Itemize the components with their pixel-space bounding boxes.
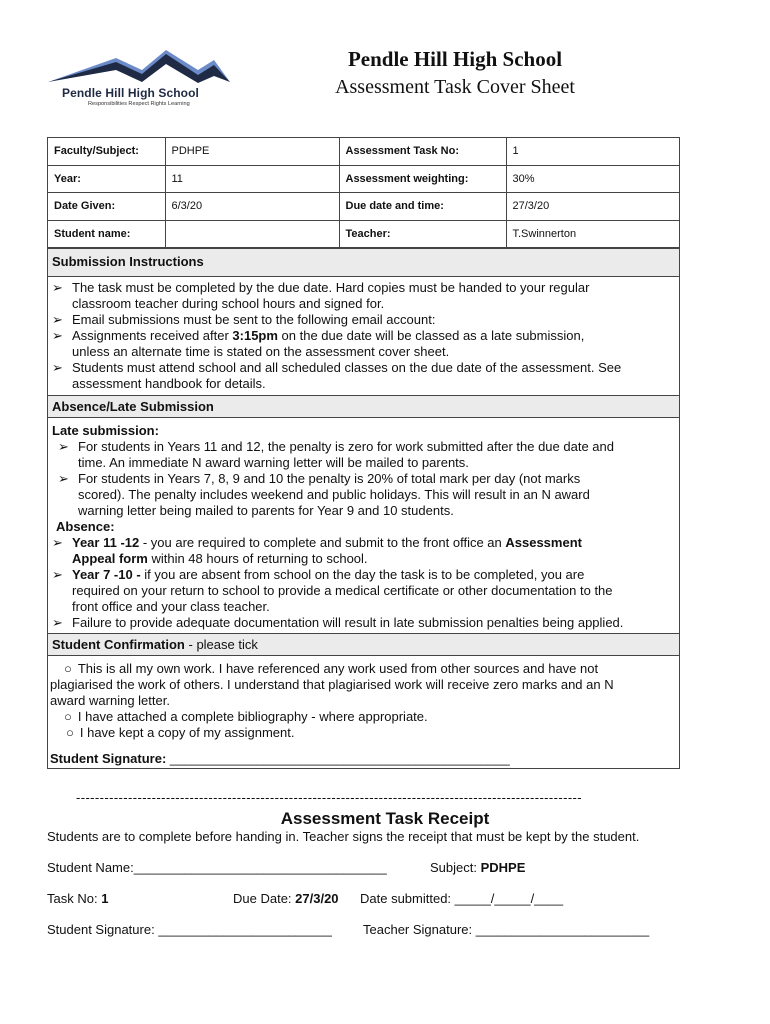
confirmation-body — [48, 655, 679, 747]
due-date-label: Due date and time: — [339, 193, 506, 221]
receipt-student-name-field[interactable]: ___________________________________ — [133, 860, 387, 875]
table-row — [48, 193, 679, 221]
absence-heading: Absence/Late Submission — [48, 395, 679, 417]
faculty-label: Faculty/Subject: — [48, 138, 165, 165]
table-row — [48, 220, 679, 248]
receipt-teacher-signature-field[interactable]: ________________________ — [475, 922, 650, 937]
absence-list — [48, 535, 679, 631]
receipt-subject: Subject: PDHPE — [430, 860, 526, 875]
task-no-value[interactable]: 1 — [506, 138, 679, 165]
receipt-student-name: Student Name:___________________________________ — [47, 860, 387, 875]
radio-circle-icon[interactable]: ○ — [66, 725, 74, 740]
receipt-teacher-signature: Teacher Signature: ________________________ — [363, 922, 650, 937]
cut-line-divider: ----------------------------------------------------------------------------------------------------------- — [76, 790, 583, 805]
table-row — [48, 165, 679, 193]
year-value[interactable]: 11 — [165, 165, 339, 193]
arrow-bullet-icon: ➢ — [52, 312, 63, 327]
page-title: Assessment Task Cover Sheet — [335, 76, 575, 98]
student-signature-row: Student Signature: _______________________________________________ — [50, 751, 510, 766]
late-list — [48, 439, 679, 519]
late-submission-heading: Late submission: — [52, 423, 159, 438]
confirmation-copy[interactable]: ○ I have kept a copy of my assignment. — [66, 725, 295, 740]
arrow-bullet-icon: ➢ — [52, 535, 63, 550]
absence-body — [48, 417, 679, 633]
logo-school-name: Pendle Hill High School — [62, 86, 199, 100]
weighting-value[interactable]: 30% — [506, 165, 679, 193]
logo-tagline: Responsibilities Respect Rights Learning — [88, 101, 190, 107]
date-given-value[interactable]: 6/3/20 — [165, 193, 339, 221]
year-label: Year: — [48, 165, 165, 193]
submission-heading: Submission Instructions — [48, 248, 679, 276]
list-item: ➢ Students must attend school and all scheduled classes on the due date of the assessment. See assessment handbook for details. — [52, 360, 622, 391]
confirmation-own-work[interactable]: ○ This is all my own work. I have referenced any work used from other sources and have not plagiarised the work of others. I understand that plagiarised work will receive zero marks and an N award warning letter. — [50, 661, 614, 708]
list-item: ➢ Email submissions must be sent to the following email account: — [52, 312, 436, 327]
receipt-student-signature: Student Signature: ________________________ — [47, 922, 332, 937]
mountain-logo-icon — [46, 48, 231, 84]
weighting-label: Assessment weighting: — [339, 165, 506, 193]
arrow-bullet-icon: ➢ — [52, 280, 63, 295]
list-item: ➢ Assignments received after 3:15pm on the due date will be classed as a late submission, unless an alternate time is stated on the assessment cover sheet. — [52, 328, 585, 359]
due-date-value[interactable]: 27/3/20 — [506, 193, 679, 221]
student-name-label: Student name: — [48, 220, 165, 248]
school-name: Pendle Hill High School — [347, 47, 563, 71]
list-item: ➢ Year 11 -12 - you are required to complete and submit to the front office an Assessment Appeal form within 48 hours of returning to school. — [52, 535, 582, 566]
list-item: ➢ The task must be completed by the due date. Hard copies must be handed to your regular classroom teacher during school hours and signed for. — [52, 280, 590, 311]
list-item: ➢ Year 7 -10 - if you are absent from school on the day the task is to be completed, you are required on your return to school to provide a medical certificate or other documentation to the front office and your class teacher. — [52, 567, 613, 614]
arrow-bullet-icon: ➢ — [52, 328, 63, 343]
receipt-date-submitted: Date submitted: _____/_____/____ — [360, 891, 564, 906]
table-row — [48, 138, 679, 165]
task-no-label: Assessment Task No: — [339, 138, 506, 165]
receipt-note: Students are to complete before handing in. Teacher signs the receipt that must be kept by the student. — [47, 829, 640, 844]
submission-body — [48, 276, 679, 395]
list-item: ➢ For students in Years 11 and 12, the penalty is zero for work submitted after the due date and time. An immediate N award warning letter will be mailed to parents. — [58, 439, 614, 470]
student-signature-field[interactable]: _______________________________________________ — [169, 751, 510, 766]
arrow-bullet-icon: ➢ — [52, 615, 63, 630]
cover-sheet-form — [47, 137, 680, 769]
teacher-value[interactable]: T.Swinnerton — [506, 220, 679, 248]
list-item: ➢ Failure to provide adequate documentation will result in late submission penalties being applied. — [52, 615, 624, 630]
title-block — [290, 46, 620, 102]
date-given-label: Date Given: — [48, 193, 165, 221]
arrow-bullet-icon: ➢ — [52, 567, 63, 582]
info-table — [48, 138, 679, 248]
receipt-student-signature-field[interactable]: ________________________ — [158, 922, 332, 937]
date-submitted-field[interactable]: _____/_____/____ — [454, 891, 564, 906]
faculty-value[interactable]: PDHPE — [165, 138, 339, 165]
receipt-task-no: Task No: 1 — [47, 891, 109, 906]
radio-circle-icon[interactable]: ○ — [64, 661, 72, 676]
submission-list — [48, 280, 679, 392]
school-logo — [46, 48, 231, 110]
absence-subheading: Absence: — [56, 519, 115, 534]
confirmation-bibliography[interactable]: ○ I have attached a complete bibliography - where appropriate. — [64, 709, 428, 724]
arrow-bullet-icon: ➢ — [58, 471, 69, 486]
teacher-label: Teacher: — [339, 220, 506, 248]
arrow-bullet-icon: ➢ — [52, 360, 63, 375]
confirmation-heading: Student Confirmation - please tick — [48, 633, 679, 655]
student-name-field[interactable] — [165, 220, 339, 248]
receipt-due-date: Due Date: 27/3/20 — [233, 891, 339, 906]
radio-circle-icon[interactable]: ○ — [64, 709, 72, 724]
receipt-title: Assessment Task Receipt — [280, 809, 490, 828]
list-item: ➢ For students in Years 7, 8, 9 and 10 the penalty is 20% of total mark per day (not marks scored). The penalty includes weekend and public holidays. This will result in an N award warning letter being mailed to parents for Year 9 and 10 students. — [58, 471, 590, 518]
arrow-bullet-icon: ➢ — [58, 439, 69, 454]
